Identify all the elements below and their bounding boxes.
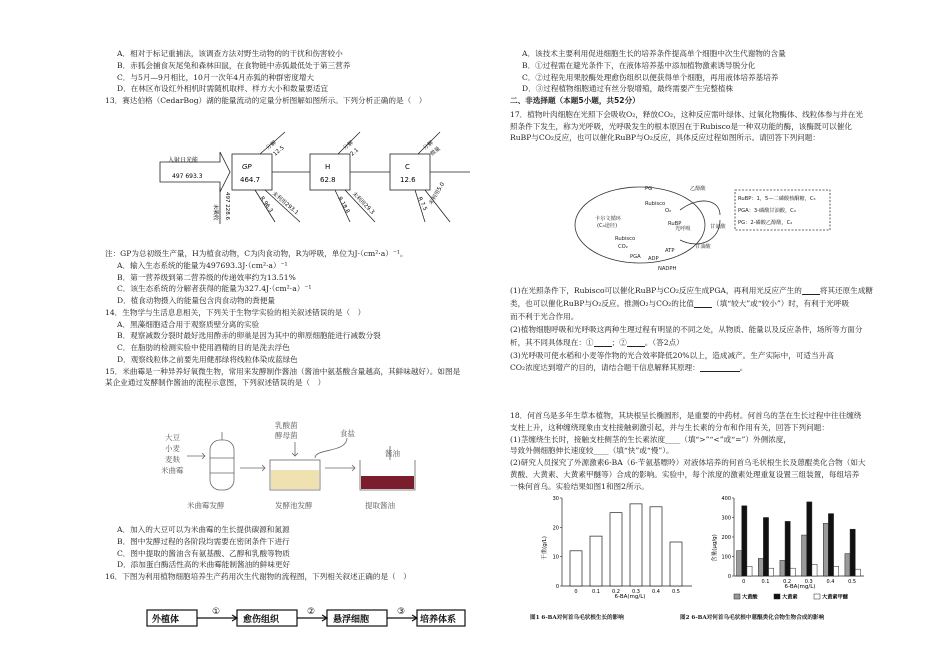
q13-option-c: C．该生态系统的分解者获得的能量为327.4J·（cm²·a）⁻¹ [117,284,312,294]
chart2-legend-swatch [774,594,780,599]
q17-q1-part-a: (1)在光照条件下，Rubisco可以催化RuBP与CO₂反应生成PGA，再利用光反应产生的 [510,286,802,295]
rubisco-1-label: Rubisco [645,201,666,207]
atp-label: ATP [665,248,675,254]
photorespiration-label: 光呼吸 [675,226,691,232]
q17-line-3: RuBP与CO₂反应，也可以催化RuBP与O₂反应，具体反应过程如图所示。请回答下列问题： [510,133,820,143]
chart1-x-tick-label: 0.1 [592,589,600,595]
q12-option-b: B．赤狐会捕食灰尾兔和森林田鼠，在食物链中赤狐最低处于第三营养 [117,60,351,70]
chart1-bar [650,507,662,586]
q17-q3-part-b: CO₂浓度达到增产的目的，请结合题干信息解释其原理： [510,363,700,373]
q18-line-7: 一株何首乌。实验结果如图1和图2所示。 [510,481,649,491]
q13-option-b: B．第一营养级到第二营养级的传递效率约为13.51% [117,272,296,282]
chart1-caption: 图1 6-BA对何首乌毛状根生长的影响 [530,615,624,621]
answer-blank[interactable] [694,299,712,308]
answer-blank[interactable] [627,338,645,347]
chart-figure-1 [540,488,700,613]
chart1-bar [570,551,582,586]
unused1-label: 未利用293.1 [270,190,300,217]
input-label: 入射日光能 [168,157,199,164]
q15-option-c: C．图中提取的酱油含有氨基酸、乙醇和乳酸等物质 [117,548,290,558]
unabsorbed-label: 未吸收 [212,204,218,221]
chart1-y-tick-label: 20 [552,525,559,532]
adp-label: ADP [648,256,659,262]
chart2-bar [785,521,790,576]
chart1-bar [670,542,682,586]
q17-q1-part-e: 而不利于光合作用。 [510,311,579,321]
answer-blank[interactable] [594,338,612,347]
chart2-legend-label: 大黄酸 [742,594,758,601]
answer-blank[interactable] [700,363,740,372]
chart1-bar [630,504,642,586]
q17-questions [510,285,910,375]
q13-option-d: D．植食动物摄入的能量包含肉食动物的粪便量 [117,296,275,306]
chart2-x-tick-label: 0.5 [848,579,857,585]
q15-stem-2: 某企业通过发酵制作酱油的流程示意图，下列叙述错误的是（ ） [105,378,326,388]
chart2-x-tick-label: 0.4 [826,579,835,585]
chart2-bar [763,518,768,577]
decomp1-label: 分解 [265,139,278,152]
raw-aspergillus: 米曲霉 [161,466,184,475]
q14-option-a: A．黑藻细胞适合用于观察质壁分离的实验 [117,319,260,329]
q18-line-3: (1)茎缠绕生长时，接触支柱侧茎的生长素浓度____（填“>”“<”或“=”）外侧浓度， [510,434,791,444]
chart1-y-tick-label: 30 [552,496,559,502]
box-suspension: 悬浮细胞 [333,615,370,625]
chart1-x-tick-label: 0.2 [612,589,620,595]
section-2-heading: 二、非选择题（本题5小题，共52分） [510,96,640,106]
q13-stem: 13．赛达伯格（CedarBog）湖的能量流动的定量分析图解如图所示。下列分析正确的是（ ） [105,96,427,106]
o2-label: O₂ [665,208,672,214]
chart2-bar [834,566,839,576]
chart2-legend-swatch [814,594,820,599]
q15-option-d: D．添加蛋白酶活性高的米曲霉能制酱油的鲜味更好 [117,560,291,570]
decomp1-value: 12.5 [272,145,286,158]
q13-q14-block [105,248,490,389]
q14-option-b: B．观察减数分裂时最好选用酢赤的卵巢是因为其中的卵原细胞能进行减数分裂 [117,331,381,341]
chart2-y-tick-label: 200 [721,535,731,541]
q13-note: 注：GP为总初级生产量，H为植食动物，C为肉食动物，R为呼吸，单位为J·（cm²·a）⁻¹。 [105,249,408,258]
rubisco-2-label: Rubisco [615,236,636,242]
chart2-y-tick-label: 0 [727,574,731,580]
energy-flow-diagram [160,132,480,227]
q14-option-c: C．在脂肪的检测实验中使用酒精的目的是洗去浮色 [117,343,290,353]
q17-q2-part-d: 。（答2点） [644,337,684,347]
chart1-y-tick-label: 0 [555,584,559,590]
chart1-ylabel: 干重(g/L) [542,536,548,560]
q17-q1-part-b: 将其还原生成糖 [819,286,874,295]
chart2-legend-label: 大黄素 [782,594,798,601]
chart2-x-tick-label: 0 [742,579,746,585]
chart2-bar [769,568,774,576]
step-2: ② [307,607,316,617]
legend-rubp: RuBP：1，5—二磷酸核酮糖，C₅ [738,196,816,202]
step3-label: 提取酱油 [365,501,395,510]
chart1-bar [590,536,602,586]
c-label: C [405,163,410,171]
rubp-label: RuBP [668,221,682,227]
chart2-bar [780,560,785,576]
raw-wheat: 小麦 [165,444,180,453]
chart2-bar [742,506,747,576]
chart2-bar [828,514,833,576]
glycerate-label: 甘油酸 [695,244,711,250]
chart2-legend-label: 大黄素甲醚 [822,594,848,601]
chart2-x-tick-label: 0.1 [761,579,770,585]
q16-options [510,48,910,144]
salt-label: 食盐 [340,429,355,438]
chart2-bar [812,564,817,576]
chart2-y-tick-label: 400 [721,496,731,502]
q17-q1-part-d: （填“较大”或“较小”）时，有利于光呼吸 [712,298,850,308]
q14-option-d: D．观察线粒体之前要先用健那绿将线粒体染成蓝绿色 [117,354,298,364]
q16-option-c: C．②过程先用果胶酶处理愈伤组织以便获得单个细胞，再用液体培养基培养 [522,72,779,82]
step1-label: 米曲霉发酵 [187,501,225,510]
decomp2-label: 分解 [342,139,355,152]
chart2-bar [823,523,828,576]
chart1-y-tick-label: 10 [552,554,559,561]
q18-line-1: 18．何首乌是多年生草本植物，其块根呈长椭圆形，是重要的中药材。何首乌的茎在生长过程中往往缠绕 [510,411,862,420]
chart2-y-tick-label: 100 [721,554,731,561]
chart2-bar [758,558,763,576]
q16-option-b: B．①过程需在避光条件下，在液体培养基中添加植物激素诱导脱分化 [522,60,756,70]
legend-pga: PGA：3-磷酸甘油酸，C₃ [738,208,796,214]
photorespiration-diagram [570,180,850,275]
q12-option-d: D．在林区布设红外相机时需随机取样、样方大小和数量要适宜 [117,84,329,94]
unused3-label: 未利用5.0 [428,181,447,207]
chart2-bar [855,569,860,576]
h-label: H [325,163,331,171]
chart2-caption: 图2 6-BA对何首乌毛状根中蒽醌类化合物生物合成的影响 [680,615,825,621]
decomp2-value: 2.1 [349,147,360,158]
chart2-bar [807,502,812,576]
unabsorbed-value: 497 228.6 [224,192,230,220]
r1-label: R 96.3 [258,195,274,214]
q14-stem: 14．生物学与生活息息相关，下列关于生物学实验的相关叙述错误的是（ ） [105,307,366,317]
chart2-bar [802,535,807,576]
chart1-x-tick-label: 0.4 [652,589,660,595]
chart2-bar [737,551,742,576]
q17-q2-part-b: 析，其不同具体现在：① [510,337,594,347]
plant-culture-flowchart [145,604,465,630]
h-value: 62.8 [320,176,336,184]
q18-block [510,410,910,492]
q15-option-b: B．图中发酵过程的各阶段均需要在密闭条件下进行 [117,536,290,546]
glycolate-label: 乙醇酸 [690,186,706,192]
co2-label: CO₂ [618,244,628,250]
chart1-x-tick-label: 0.3 [632,589,640,595]
chart2-ylabel: 含量(μg/g) [712,534,718,562]
q15-stem-1: 15．米曲霉是一种异养好氧微生物，常用来发酵制作酱油（酱油中氨基酸含量越高，其鲜味越好）。如图是 [105,366,461,376]
chart1-bar [610,513,622,586]
unused2-label: 未利用29.3 [350,191,376,216]
chart1-x-tick-label: 0.5 [672,589,680,595]
q17-q1-part-c: 类，也可以催化RuBP与O₂反应。推测O₂与CO₂的比值 [510,298,695,308]
q16-option-a: A．该技术主要利用促进细胞生长的培养条件提高单个细胞中次生代谢物的含量 [522,49,786,58]
q17-q3-part-a: (3)光呼吸可使水稻和小麦等作物的光合效率降低20%以上，造成减产。生产实际中，可适当升高 [510,350,834,360]
q17-line-2: 照条件下发生，称为光呼吸，光呼吸发生的根本原因在于Rubisco是一种双功能的酶，该酶既可以催化 [510,121,852,131]
gp-value: 464.7 [240,176,261,184]
chart2-bar [845,554,850,576]
decomp3-value: 微量 [429,145,442,158]
c-value: 12.6 [400,176,416,184]
q16-option-d: D．③过程植物细胞通过有丝分裂增殖，最终需要产生完整植株 [522,84,734,94]
q16-stem: 16．下图为利用植物细胞培养生产药用次生代谢物的流程图，下列相关叙述正确的是（ ） [105,572,411,582]
chart2-bar [790,568,795,576]
chart2-xlabel: 6-BA(mg/L) [784,584,816,590]
q18-line-2: 支柱上升，这种缠绕现象由支柱接触刺激引起，并与生长素的分布和作用有关，回答下列问题： [510,422,829,432]
q18-line-4: 导致外侧细胞伸长速度较____（填“快”或“慢”）。 [510,446,674,456]
soy-sauce-flow-diagram [161,418,435,513]
glycine-label: 甘氨酸 [710,224,726,230]
chart2-legend-swatch [734,594,740,599]
chart2-bar [850,529,855,576]
chart2-x-tick-label: 0.3 [804,579,813,585]
q12-option-c: C．与5月—9月相比，10月一次年4月赤狐的种群密度增大 [117,72,315,82]
box-explant: 外植体 [152,615,180,625]
q12-option-a: A．相对于标记重捕法，该调查方法对野生动物的的干扰和伤害较小 [117,49,343,58]
q15-q16-block [105,524,490,583]
step2-label: 发酵池发酵 [275,501,313,510]
q12-options [105,48,490,107]
q18-line-5: (2)研究人员探究了外源激素6-BA（6-苄氨基嘌呤）对液体培养的何首乌毛状根生长及蒽醌类化合物（如大 [510,458,866,468]
raw-bran: 麦麸 [165,455,180,464]
q18-line-6: 黄酸、大黄素、大黄素甲醚等）合成的影响。实验中，每个浓度的激素处理重复设置三组装置，每组培养 [510,469,860,479]
legend-pg: PG：2-磷酸乙醇酸，C₂ [738,220,793,226]
raw-soybean: 大豆 [165,433,180,442]
box-culture-system: 培养体系 [420,615,457,625]
decomp3-label: 分解 [422,139,435,152]
chart2-x-tick-label: 0.2 [783,579,792,585]
q17-q2-part-a: (2)植物细胞呼吸和光呼吸这两种生理过程有明显的不同之处，从物质、能量以及反应条件，场所等方面分 [510,324,863,334]
microbe-yeast: 酵母菌 [275,431,298,440]
chart2-bar [747,566,752,576]
gp-label: GP [242,163,252,171]
step-1: ① [212,607,221,617]
product-label: 酱油 [385,449,400,458]
nadph-label: NADPH [658,266,677,272]
chart-figure-2 [710,488,880,613]
q17-q2-part-c: ；② [611,337,627,347]
calvin-label: 卡尔文循环 [595,216,621,222]
q17-line-1: 17．植物叶肉细胞在光照下会吸收O₂，释放CO₂，这种反应需叶绿体、过氧化物酶体、线粒体参与并在光 [510,109,863,119]
calvin-sub-label: (C₃途径) [597,223,618,229]
answer-blank[interactable] [802,286,820,295]
microbe-lactic: 乳酸菌 [275,421,298,430]
box-callus: 愈伤组织 [243,615,280,625]
input-value: 497 693.3 [172,173,203,180]
r3-label: R 7.5 [416,196,428,212]
pg-label: PG [645,186,653,192]
chart2-y-tick-label: 300 [721,515,731,522]
q15-option-a: A．加入的大豆可以为米曲霉的生长提供碳源和氮源 [117,525,290,534]
pga-label: PGA [630,254,641,260]
q17-q3-part-c: 。 [739,363,748,373]
chart1-x-tick-label: 0 [574,589,578,595]
r2-label: R 18.8 [336,196,351,215]
step-3: ③ [397,607,406,617]
chart1-xlabel: 6-BA(mg/L) [614,594,646,600]
q13-option-a: A．输入生态系统的能量为497693.3J·（cm²·a）⁻¹ [117,260,288,270]
